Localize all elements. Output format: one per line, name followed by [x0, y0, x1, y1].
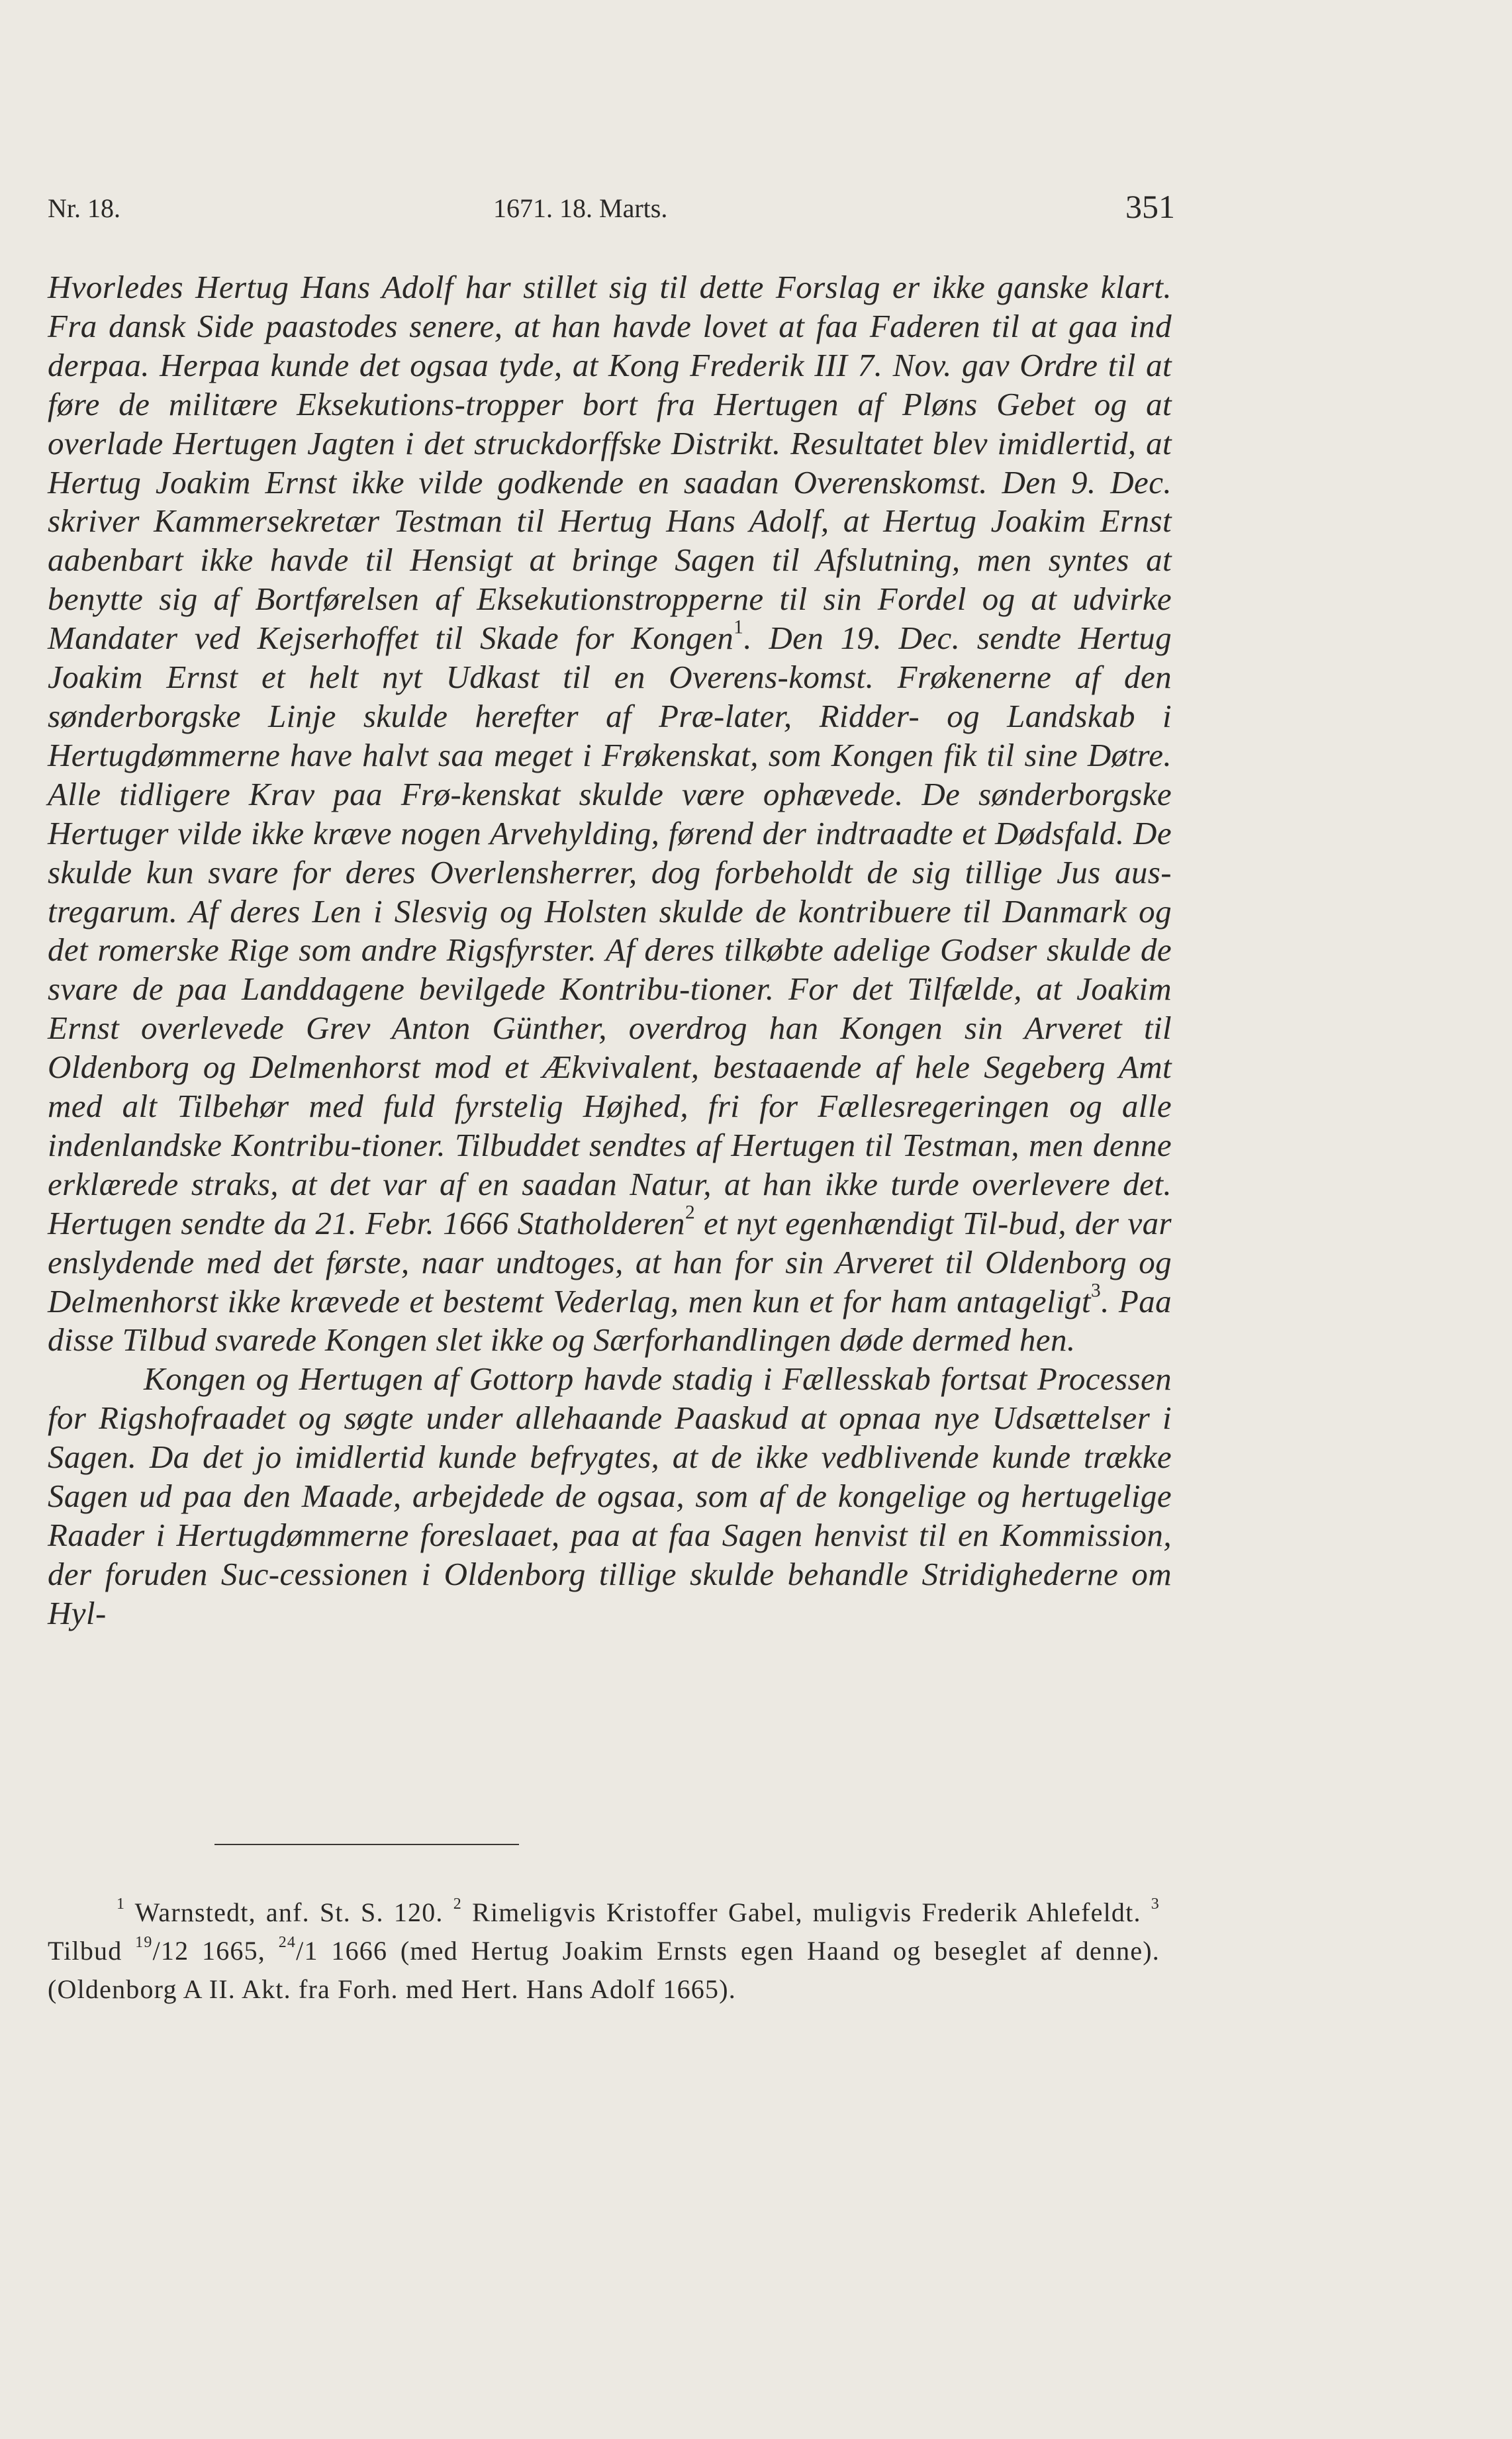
paragraph-text: . Den 19. Dec. sendte Hertug Joakim Ernst et helt nyt Udkast til en Overens-komst. Frøkenerne af den sønderborgske Linje skulde herefter af Præ-later, Ridder- og Landskab i Hertugdømmerne have halvt saa meget i Frøkenskat, som Kongen fik til sine Døtre. Alle tidligere Krav paa Frø-kenskat skulde være ophævede. De sønderborgske Hertuger vilde ikke kræve nogen Arvehylding, førend der indtraadte et Dødsfald. De skulde kun svare for deres Overlensherrer, dog forbeholdt de sig tillige Jus aus-tregarum. Af deres Len i Slesvig og Holsten skulde de kontribuere til Danmark og det romerske Rige som andre Rigsfyrster. Af deres tilkøbte adelige Godser skulde de svare de paa Landdagene bevilgede Kontribu-tioner. For det Tilfælde, at Joakim Ernst overlevede Grev Anton Günther, overdrog han Kongen sin Arveret til Oldenborg og Delmenhorst mod et Ækvivalent, bestaaende af hele Segeberg Amt med alt Tilbehør med fuld fyrstelig Højhed, fri for Fællesregeringen og alle indenlandske Kontribu-tioner. Tilbuddet sendtes af Hertugen til Testman, men denne erklærede straks, at det var af en saadan Natur, at han ikke turde overlevere det. Hertugen sendte da 21. Febr. 1666 Statholderen — [48, 620, 1172, 1241]
footnotes — [48, 1893, 1160, 2009]
footnote-text: Warnstedt, anf. St. S. 120. — [125, 1897, 453, 1927]
running-head — [0, 187, 1512, 227]
fraction-numerator: 19 — [135, 1933, 153, 1951]
footnote-ref: 1 — [733, 616, 744, 638]
fraction-denominator: /12 — [152, 1936, 189, 1966]
footnote-divider — [214, 1844, 519, 1845]
footnote-text: 1665, — [189, 1936, 279, 1966]
footnote-mark: 1 — [117, 1895, 126, 1913]
document-number: Nr. 18. — [48, 193, 120, 223]
footnote-ref: 2 — [685, 1202, 696, 1223]
paragraph-text: et nyt egenhændigt Til-bud, der var enslydende med det første, naar undtoges, at han for sin Arveret til Oldenborg og Delmenhorst ikke krævede et bestemt Vederlag, men kun et for ham antageligt — [48, 1204, 1172, 1319]
footnote-text: 1666 (med Hertug Joakim Ernsts egen Haand og beseglet af denne). (Oldenborg A II. Akt. fra Forh. med Hert. Hans Adolf 1665). — [48, 1936, 1160, 2004]
footnote-mark: 3 — [1151, 1895, 1160, 1913]
footnote-mark: 2 — [453, 1895, 462, 1913]
paragraph: Kongen og Hertugen af Gottorp havde stadig i Fællesskab fortsat Processen for Rigshofraadet og søgte under allehaande Paaskud at opnaa nye Udsættelser i Sagen. Da det jo imidlertid kunde befrygtes, at de ikke vedblivende kunde trække Sagen ud paa den Maade, arbejdede de ogsaa, som af de kongelige og hertugelige Raader i Hertugdømmerne foreslaaet, paa at faa Sagen henvist til en Kommission, der foruden Suc-cessionen i Oldenborg tillige skulde behandle Stridighederne om Hyl- — [48, 1361, 1172, 1631]
footnote-text: Rimeligvis Kristoffer Gabel, muligvis Frederik Ahlefeldt. — [461, 1897, 1151, 1927]
document-date: 1671. 18. Marts. — [493, 193, 668, 223]
page-number: 351 — [1125, 188, 1175, 225]
paragraph — [48, 268, 1172, 1360]
footnote-text: Tilbud — [48, 1936, 136, 1966]
footnote-ref: 3 — [1090, 1280, 1102, 1302]
fraction-denominator: /1 — [296, 1936, 318, 1966]
paragraph-text: . Paa disse Tilbud svarede Kongen slet ikke og Særforhandlingen døde dermed hen. — [48, 1282, 1172, 1359]
fraction-numerator: 24 — [278, 1933, 297, 1951]
paragraph-text: Hvorledes Hertug Hans Adolf har stillet sig til dette Forslag er ikke ganske klart. Fra dansk Side paastodes senere, at han havde lovet at faa Faderen til at gaa ind derpaa. Herpaa kunde det ogsaa tyde, at Kong Frederik III 7. Nov. gav Ordre til at føre de militære Eksekutions-tropper bort fra Hertugen af Pløns Gebet og at overlade Hertugen Jagten i det struckdorffske Distrikt. Resultatet blev imidlertid, at Hertug Joakim Ernst ikke vilde godkende en saadan Overenskomst. Den 9. Dec. skriver Kammersekretær Testman til Hertug Hans Adolf, at Hertug Joakim Ernst aabenbart ikke havde til Hensigt at bringe Sagen til Afslutning, men syntes at benytte sig af Bortførelsen af Eksekutionstropperne til sin Fordel og at udvirke Mandater ved Kejserhoffet til Skade for Kongen — [48, 269, 1172, 657]
main-text — [48, 268, 1172, 1633]
footnote-block — [48, 1893, 1160, 2009]
